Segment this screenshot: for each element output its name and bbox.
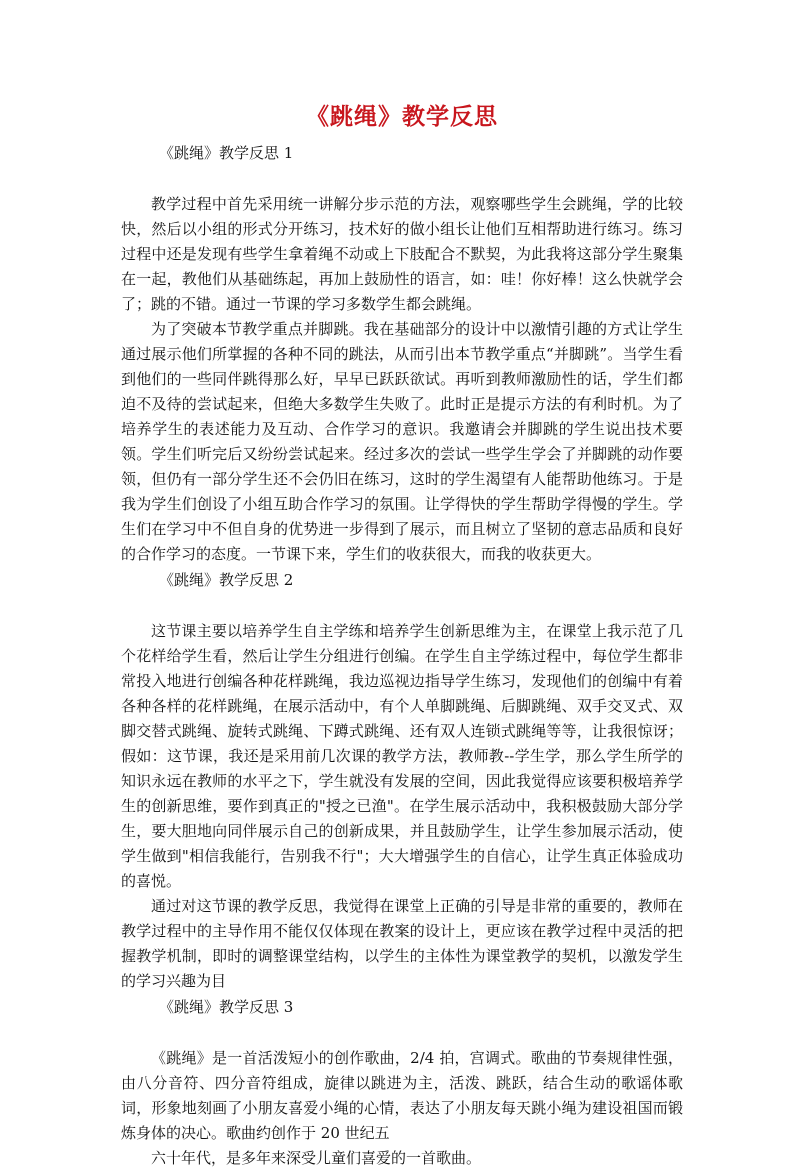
section-3	[121, 994, 683, 1171]
section-heading: 《跳绳》教学反思 2	[159, 571, 294, 589]
paragraph: 通过对这节课的教学反思，我觉得在课堂上正确的引导是非常的重要的，教师在教学过程中的主导作用不能仅仅体现在教案的设计上，更应该在教学过程中灵活的把握教学机制，即时的调整课堂结构，以学生的主体性为课堂教学的契机，以激发学生的学习兴趣为目	[121, 897, 683, 990]
paragraph: 六十年代，是多年来深受儿童们喜爱的一首歌曲。	[151, 1149, 482, 1167]
paragraph: 这节课主要以培养学生自主学练和培养学生创新思维为主，在课堂上我示范了几个花样给学生看，然后让学生分组进行创编。在学生自主学练过程中，每位学生都非常投入地进行创编各种花样跳绳，我边巡视边指导学生练习，发现他们的创编中有着各种各样的花样跳绳，在展示活动中，有个人单脚跳绳、后脚跳绳、双手交叉式、双脚交替式跳绳、旋转式跳绳、下蹲式跳绳、还有双人连锁式跳绳等等，让我很惊讶；假如：这节课，我还是采用前几次课的教学方法，教师教--学生学，那么学生所学的知识永远在教师的水平之下，学生就没有发展的空间，因此我觉得应该要积极培养学生的创新思维，要作到真正的"授之已渔"。在学生展示活动中，我积极鼓励大部分学生，要大胆地向同伴展示自己的创新成果，并且鼓励学生，让学生参加展示活动，使学生做到"相信我能行，告别我不行"；大大增强学生的自信心，让学生真正体验成功的喜悦。	[121, 622, 683, 890]
section-spacer	[121, 166, 683, 192]
section-2	[121, 567, 683, 994]
paragraph: 教学过程中首先采用统一讲解分步示范的方法，观察哪些学生会跳绳，学的比较快，然后以小组的形式分开练习，技术好的做小组长让他们互相帮助进行练习。练习过程中还是发现有些学生拿着绳不动或上下肢配合不默契，为此我将这部分学生聚集在一起，教他们从基础练起，再加上鼓励性的语言，如：哇！你好棒！这么快就学会了；跳的不错。通过一节课的学习多数学生都会跳绳。	[121, 195, 683, 313]
paragraph: 《跳绳》是一首活泼短小的创作歌曲，2/4 拍，宫调式。歌曲的节奏规律性强，由八分音符、四分音符组成，旋律以跳进为主，活泼、跳跃，结合生动的歌谣体歌词，形象地刻画了小朋友喜爱小绳的心情，表达了小朋友每天跳小绳为建设祖国而锻炼身体的决心。歌曲约创作于 20 世纪五	[121, 1049, 683, 1142]
section-1	[121, 140, 683, 567]
document-page	[121, 100, 683, 1171]
section-spacer	[121, 1020, 683, 1046]
document-title: 《跳绳》教学反思	[306, 103, 498, 130]
section-spacer	[121, 593, 683, 619]
paragraph: 为了突破本节教学重点并脚跳。我在基础部分的设计中以激情引趣的方式让学生通过展示他们所掌握的各种不同的跳法，从而引出本节教学重点“并脚跳”。当学生看到他们的一些同伴跳得那么好，早早已跃跃欲试。再听到教师激励性的话，学生们都迫不及待的尝试起来，但绝大多数学生失败了。此时正是提示方法的有利时机。为了培养学生的表述能力及互动、合作学习的意识。我邀请会并脚跳的学生说出技术要领。学生们听完后又纷纷尝试起来。经过多次的尝试一些学生学会了并脚跳的动作要领，但仍有一部分学生还不会仍旧在练习，这时的学生渴望有人能帮助他练习。于是我为学生们创设了小组互助合作学习的氛围。让学得快的学生帮助学得慢的学生。学生们在学习中不但自身的优势进一步得到了展示，而且树立了坚韧的意志品质和良好的合作学习的态度。一节课下来，学生们的收获很大，而我的收获更大。	[121, 320, 683, 563]
section-heading: 《跳绳》教学反思 3	[159, 998, 294, 1016]
section-heading: 《跳绳》教学反思 1	[159, 144, 294, 162]
